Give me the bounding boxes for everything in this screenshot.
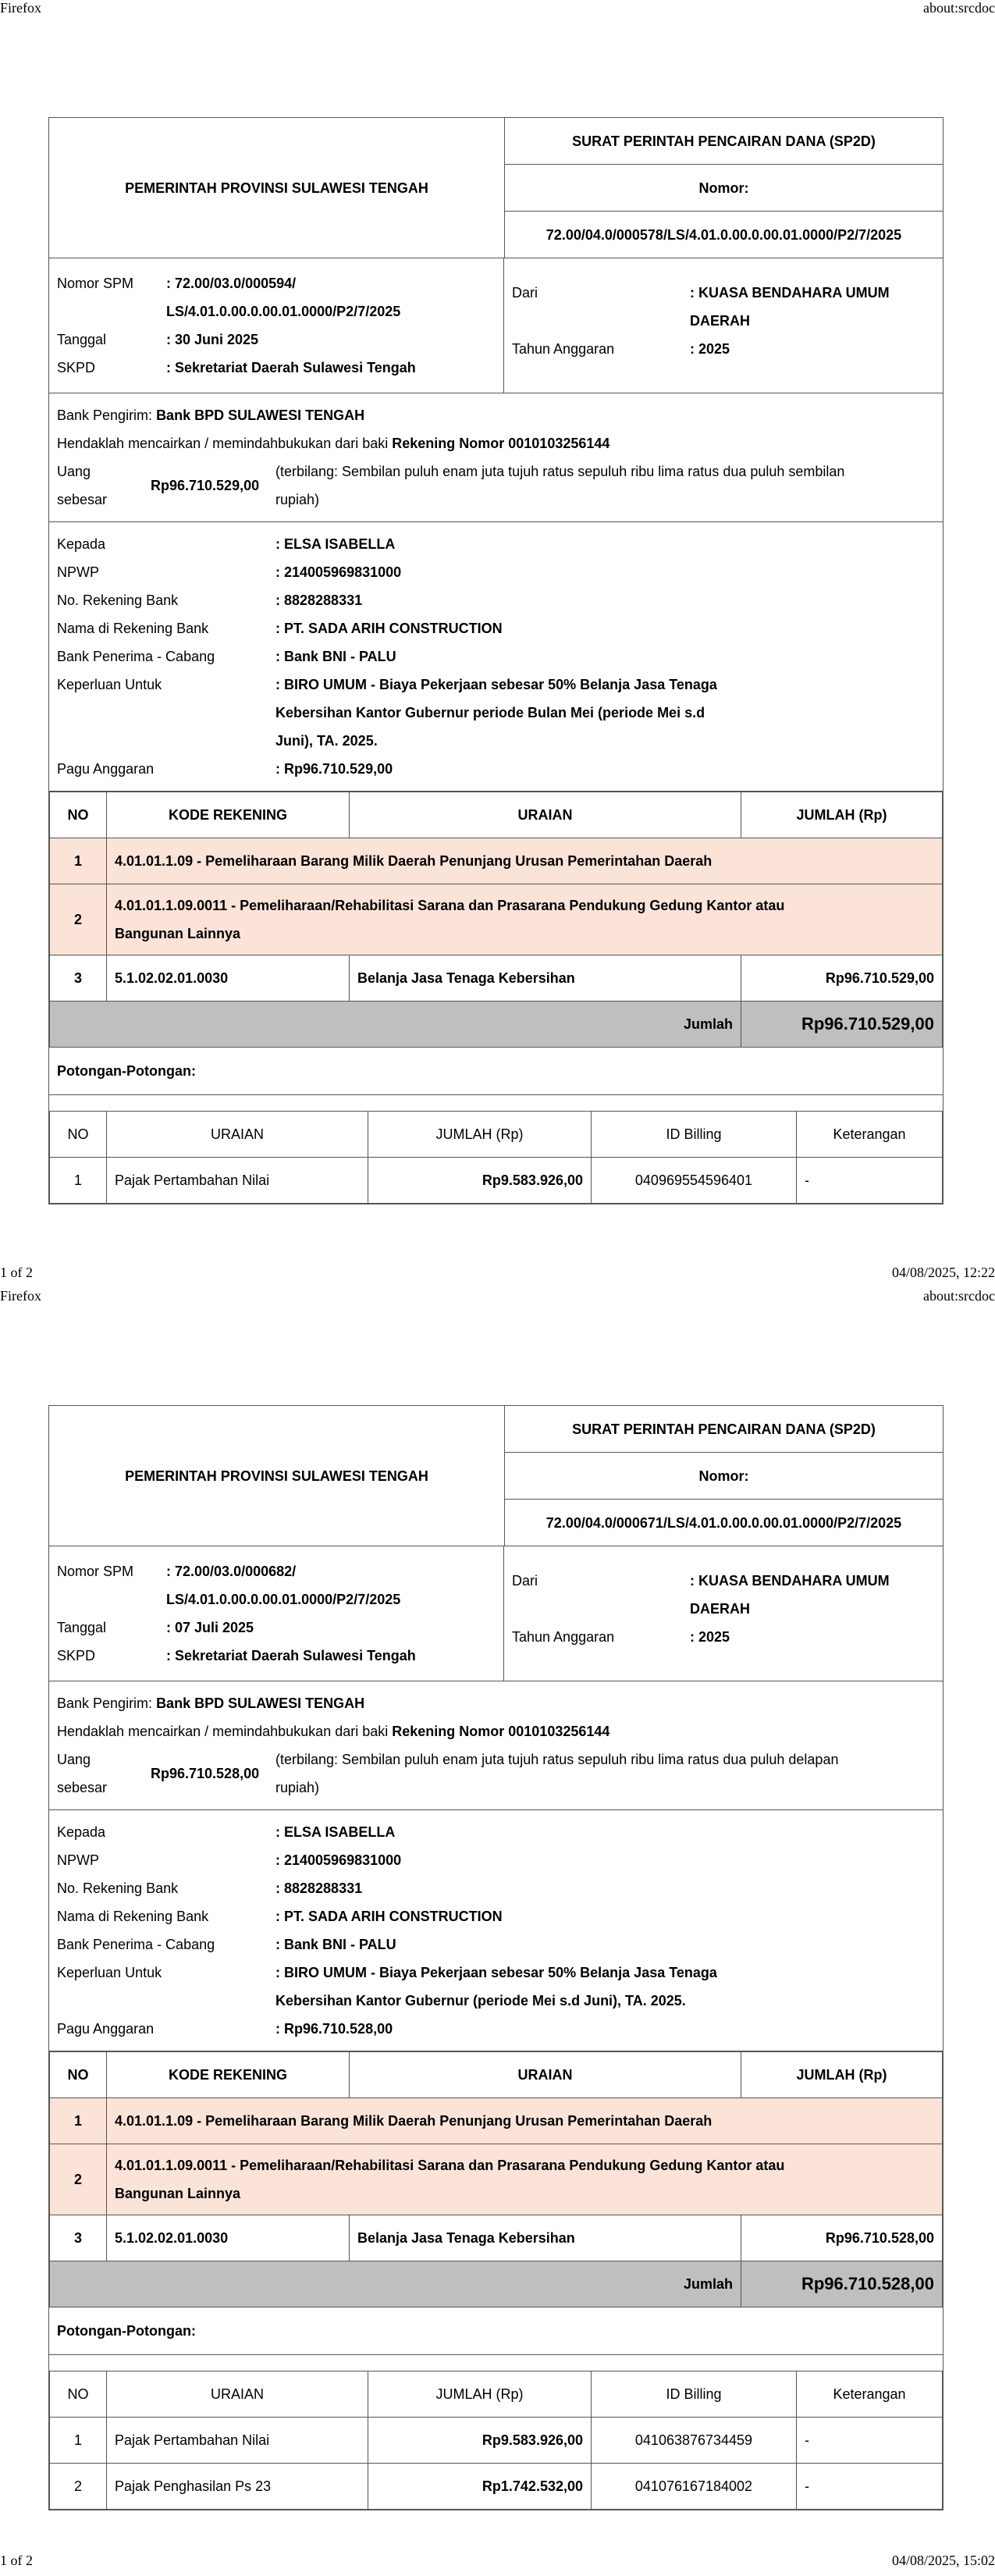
- nomor-label: Nomor:: [505, 1452, 943, 1499]
- potongan-jumlah: Rp9.583.926,00: [368, 1158, 592, 1204]
- keperluan-value: Juni), TA. 2025.: [275, 733, 378, 749]
- tanggal-label: Tanggal: [57, 332, 107, 347]
- potongan-billing: 041076167184002: [592, 2464, 797, 2510]
- nomor-spm-label: Nomor SPM: [57, 1564, 134, 1579]
- potongan-label: Potongan-Potongan:: [49, 1048, 943, 1095]
- skpd-label: SKPD: [57, 360, 96, 375]
- pot-col-uraian: URAIAN: [107, 2371, 368, 2418]
- kepada-key: Kepada: [57, 536, 106, 552]
- row-no: 3: [50, 2215, 107, 2261]
- nomor-spm-value: : 72.00/03.0/000682/: [166, 1564, 297, 1579]
- nomor-spm-value-cont: LS/4.01.0.00.0.00.01.0000/P2/7/2025: [166, 304, 401, 319]
- keperluan-label: Keperluan Untuk: [57, 1965, 162, 1980]
- dari-value-cont: DAERAH: [690, 1601, 751, 1617]
- row-kegiatan: 4.01.01.1.09 - Pemeliharaan Barang Milik Daerah Penunjang Urusan Pemerintahan Daerah: [107, 2098, 943, 2144]
- pot-col-no: NO: [50, 2371, 107, 2418]
- kepada-value: : 214005969831000: [275, 1852, 402, 1868]
- table-row: [50, 838, 943, 884]
- row-kode: 5.1.02.02.01.0030: [107, 2215, 350, 2261]
- pagu-label: Pagu Anggaran: [57, 761, 155, 777]
- pagu-value: : Rp96.710.528,00: [275, 2021, 393, 2037]
- tahun-label: Tahun Anggaran: [512, 341, 615, 357]
- pagu-label: Pagu Anggaran: [57, 2021, 155, 2037]
- potongan-table: [49, 2371, 943, 2510]
- kepada-row: [57, 642, 935, 671]
- uang-amount: Rp96.710.528,00: [151, 1766, 260, 1781]
- hendaklah-text: Hendaklah mencairkan / memindahbukukan dari baki: [57, 1724, 393, 1739]
- pot-col-keterangan: Keterangan: [797, 1112, 943, 1158]
- page-count: 1 of 2: [0, 2553, 33, 2568]
- uang-amount: Rp96.710.529,00: [151, 478, 260, 493]
- keperluan-value: Kebersihan Kantor Gubernur periode Bulan Mei (periode Mei s.d: [275, 705, 705, 720]
- potongan-row: [50, 2418, 943, 2464]
- col-kode: KODE REKENING: [107, 2052, 350, 2098]
- kepada-row: [57, 1874, 935, 1902]
- nomor-value: 72.00/04.0/000671/LS/4.01.0.00.0.00.01.0000/P2/7/2025: [505, 1499, 943, 1546]
- hendaklah-text: Hendaklah mencairkan / memindahbukukan dari baki: [57, 436, 393, 451]
- potongan-keterangan: -: [797, 1158, 943, 1204]
- kepada-key: Bank Penerima - Cabang: [57, 649, 215, 664]
- skpd-value: : Sekretariat Daerah Sulawesi Tengah: [166, 360, 416, 375]
- keperluan-line: [57, 727, 935, 755]
- sebesar-label: sebesar: [57, 1780, 108, 1795]
- col-jumlah: JUMLAH (Rp): [741, 792, 943, 838]
- kepada-value: : ELSA ISABELLA: [275, 536, 396, 552]
- potongan-billing: 040969554596401: [592, 1158, 797, 1204]
- table-row: [50, 2215, 943, 2261]
- potongan-no: 2: [50, 2464, 107, 2510]
- kepada-row: [57, 586, 935, 614]
- table-row: [50, 884, 943, 955]
- potongan-uraian: Pajak Pertambahan Nilai: [107, 1158, 368, 1204]
- row-subkegiatan-cont: Bangunan Lainnya: [115, 926, 241, 941]
- kepada-key: No. Rekening Bank: [57, 1880, 179, 1896]
- kepada-key: NPWP: [57, 564, 99, 580]
- terbilang-text: (terbilang: Sembilan puluh enam juta tujuh ratus sepuluh ribu lima ratus dua puluh sembilan: [275, 464, 845, 479]
- tanggal-value: : 07 Juli 2025: [166, 1620, 254, 1635]
- nomor-label: Nomor:: [505, 164, 943, 211]
- kepada-value: : PT. SADA ARIH CONSTRUCTION: [275, 621, 503, 636]
- table-row: [50, 955, 943, 1002]
- jumlah-total: Rp96.710.528,00: [741, 2261, 943, 2307]
- pot-col-billing: ID Billing: [592, 1112, 797, 1158]
- doc-title: SURAT PERINTAH PENCAIRAN DANA (SP2D): [572, 1421, 876, 1437]
- page-url: about:srcdoc: [923, 0, 995, 16]
- page-url: about:srcdoc: [923, 1288, 995, 1304]
- uang-label: Uang: [57, 1752, 91, 1767]
- potongan-table: [49, 1111, 943, 1204]
- penerima-section: [49, 1810, 943, 2051]
- keperluan-value: : BIRO UMUM - Biaya Pekerjaan sebesar 50% Belanja Jasa Tenaga: [275, 677, 717, 692]
- skpd-value: : Sekretariat Daerah Sulawesi Tengah: [166, 1648, 416, 1663]
- col-no: NO: [50, 2052, 107, 2098]
- dari-value: : KUASA BENDAHARA UMUM: [690, 285, 890, 301]
- kepada-row: [57, 1818, 935, 1846]
- potongan-billing: 041063876734459: [592, 2418, 797, 2464]
- potongan-label: Potongan-Potongan:: [49, 2307, 943, 2355]
- potongan-header-row: [50, 1112, 943, 1158]
- jumlah-total: Rp96.710.529,00: [741, 1002, 943, 1048]
- keperluan-value: Kebersihan Kantor Gubernur (periode Mei s.d Juni), TA. 2025.: [275, 1993, 686, 2008]
- row-jumlah: Rp96.710.529,00: [741, 955, 943, 1002]
- potongan-jumlah: Rp1.742.532,00: [368, 2464, 592, 2510]
- penerima-section: [49, 522, 943, 792]
- pot-col-uraian: URAIAN: [107, 1112, 368, 1158]
- kepada-key: Nama di Rekening Bank: [57, 621, 209, 636]
- dari-value: : KUASA BENDAHARA UMUM: [690, 1573, 890, 1589]
- row-kegiatan: 4.01.01.1.09 - Pemeliharaan Barang Milik Daerah Penunjang Urusan Pemerintahan Daerah: [107, 838, 943, 884]
- potongan-jumlah: Rp9.583.926,00: [368, 2418, 592, 2464]
- potongan-header-row: [50, 2371, 943, 2418]
- doc-title: SURAT PERINTAH PENCAIRAN DANA (SP2D): [572, 133, 876, 149]
- rekening-nomor: Rekening Nomor 0010103256144: [392, 1724, 610, 1739]
- jumlah-row: [50, 1002, 943, 1048]
- spacer: [57, 1585, 166, 1614]
- nomor-value: 72.00/04.0/000578/LS/4.01.0.00.0.00.01.0000/P2/7/2025: [505, 211, 943, 258]
- row-no: 3: [50, 955, 107, 1002]
- col-uraian: URAIAN: [350, 2052, 741, 2098]
- skpd-label: SKPD: [57, 1648, 96, 1663]
- kepada-row: [57, 614, 935, 642]
- bank-pengirim-value: Bank BPD SULAWESI TENGAH: [156, 407, 365, 423]
- col-uraian: URAIAN: [350, 792, 741, 838]
- sp2d-document: [48, 1405, 943, 2510]
- pot-col-keterangan: Keterangan: [797, 2371, 943, 2418]
- kepada-row: [57, 530, 935, 558]
- kepada-value: : 214005969831000: [275, 564, 402, 580]
- spacer: [57, 727, 275, 755]
- row-uraian: Belanja Jasa Tenaga Kebersihan: [350, 2215, 741, 2261]
- spm-section: [49, 258, 943, 393]
- pagu-value: : Rp96.710.529,00: [275, 761, 393, 777]
- potongan-uraian: Pajak Penghasilan Ps 23: [107, 2464, 368, 2510]
- nomor-spm-label: Nomor SPM: [57, 276, 134, 291]
- bank-section: [49, 393, 943, 522]
- sp2d-document: [48, 117, 943, 1204]
- kepada-key: No. Rekening Bank: [57, 592, 179, 608]
- page-count: 1 of 2: [0, 1265, 33, 1280]
- print-timestamp: 04/08/2025, 15:02: [891, 2553, 995, 2568]
- row-subkegiatan-cont: Bangunan Lainnya: [115, 2186, 241, 2201]
- kepada-key: Nama di Rekening Bank: [57, 1909, 209, 1924]
- bank-pengirim-label: Bank Pengirim:: [57, 1695, 157, 1711]
- row-no: 1: [50, 2098, 107, 2144]
- potongan-keterangan: -: [797, 2464, 943, 2510]
- row-no: 2: [50, 884, 107, 955]
- rekening-nomor: Rekening Nomor 0010103256144: [392, 436, 610, 451]
- kepada-key: Kepada: [57, 1824, 106, 1840]
- rekening-table: [49, 792, 943, 1048]
- row-jumlah: Rp96.710.528,00: [741, 2215, 943, 2261]
- dari-label: Dari: [512, 1573, 538, 1589]
- potongan-row: [50, 2464, 943, 2510]
- potongan-uraian: Pajak Pertambahan Nilai: [107, 2418, 368, 2464]
- kepada-key: Bank Penerima - Cabang: [57, 1937, 215, 1952]
- terbilang-text-cont: rupiah): [275, 1780, 320, 1795]
- terbilang-text-cont: rupiah): [275, 492, 320, 507]
- kepada-value: : Bank BNI - PALU: [275, 1937, 396, 1952]
- uang-label: Uang: [57, 464, 91, 479]
- kepada-value: : PT. SADA ARIH CONSTRUCTION: [275, 1909, 503, 1924]
- kepada-value: : Bank BNI - PALU: [275, 649, 396, 664]
- kepada-value: : ELSA ISABELLA: [275, 1824, 396, 1840]
- keperluan-line: [57, 1959, 935, 1987]
- kepada-row: [57, 558, 935, 586]
- row-kode: 5.1.02.02.01.0030: [107, 955, 350, 1002]
- spm-section: [49, 1546, 943, 1681]
- tahun-value: : 2025: [690, 1629, 730, 1645]
- spacer: [57, 699, 275, 727]
- dari-label: Dari: [512, 285, 538, 301]
- col-no: NO: [50, 792, 107, 838]
- table-row: [50, 2098, 943, 2144]
- table-header-row: [50, 2052, 943, 2098]
- keperluan-line: [57, 699, 935, 727]
- col-kode: KODE REKENING: [107, 792, 350, 838]
- row-subkegiatan: 4.01.01.1.09.0011 - Pemeliharaan/Rehabilitasi Sarana dan Prasarana Pendukung Gedung Kantor atau: [115, 2158, 785, 2173]
- table-row: [50, 2144, 943, 2215]
- keperluan-value: : BIRO UMUM - Biaya Pekerjaan sebesar 50% Belanja Jasa Tenaga: [275, 1965, 717, 1980]
- row-no: 1: [50, 838, 107, 884]
- jumlah-row: [50, 2261, 943, 2307]
- print-timestamp: 04/08/2025, 12:22: [891, 1265, 995, 1280]
- row-subkegiatan: 4.01.01.1.09.0011 - Pemeliharaan/Rehabilitasi Sarana dan Prasarana Pendukung Gedung Kantor atau: [115, 898, 785, 913]
- pot-col-no: NO: [50, 1112, 107, 1158]
- kepada-row: [57, 1930, 935, 1959]
- browser-name: Firefox: [0, 0, 41, 16]
- print-page: [0, 1288, 995, 2576]
- terbilang-text: (terbilang: Sembilan puluh enam juta tujuh ratus sepuluh ribu lima ratus dua puluh delapan: [275, 1752, 839, 1767]
- bank-section: [49, 1681, 943, 1810]
- org-name: PEMERINTAH PROVINSI SULAWESI TENGAH: [49, 1406, 505, 1546]
- keperluan-line: [57, 1987, 935, 2015]
- pot-col-billing: ID Billing: [592, 2371, 797, 2418]
- browser-name: Firefox: [0, 1288, 41, 1304]
- jumlah-label: Jumlah: [50, 1002, 741, 1048]
- row-uraian: Belanja Jasa Tenaga Kebersihan: [350, 955, 741, 1002]
- tahun-label: Tahun Anggaran: [512, 1629, 615, 1645]
- kepada-key: NPWP: [57, 1852, 99, 1868]
- spacer: [512, 1595, 690, 1623]
- pot-col-jumlah: JUMLAH (Rp): [368, 2371, 592, 2418]
- kepada-row: [57, 1902, 935, 1930]
- dari-value-cont: DAERAH: [690, 313, 751, 329]
- col-jumlah: JUMLAH (Rp): [741, 2052, 943, 2098]
- keperluan-label: Keperluan Untuk: [57, 677, 162, 692]
- doc-header: [49, 118, 943, 258]
- nomor-spm-value: : 72.00/03.0/000594/: [166, 276, 297, 291]
- potongan-keterangan: -: [797, 2418, 943, 2464]
- keperluan-line: [57, 671, 935, 699]
- jumlah-label: Jumlah: [50, 2261, 741, 2307]
- rekening-table: [49, 2051, 943, 2307]
- potongan-no: 1: [50, 1158, 107, 1204]
- potongan-row: [50, 1158, 943, 1204]
- tanggal-value: : 30 Juni 2025: [166, 332, 259, 347]
- kepada-value: : 8828288331: [275, 592, 363, 608]
- bank-pengirim-label: Bank Pengirim:: [57, 407, 157, 423]
- org-name: PEMERINTAH PROVINSI SULAWESI TENGAH: [49, 118, 505, 258]
- spacer: [57, 297, 166, 326]
- kepada-value: : 8828288331: [275, 1880, 363, 1896]
- pot-col-jumlah: JUMLAH (Rp): [368, 1112, 592, 1158]
- sebesar-label: sebesar: [57, 492, 108, 507]
- potongan-no: 1: [50, 2418, 107, 2464]
- spacer: [512, 307, 690, 335]
- bank-pengirim-value: Bank BPD SULAWESI TENGAH: [156, 1695, 365, 1711]
- tahun-value: : 2025: [690, 341, 730, 357]
- kepada-row: [57, 1846, 935, 1874]
- table-header-row: [50, 792, 943, 838]
- doc-header: [49, 1406, 943, 1546]
- nomor-spm-value-cont: LS/4.01.0.00.0.00.01.0000/P2/7/2025: [166, 1592, 401, 1607]
- spacer: [57, 1987, 275, 2015]
- tanggal-label: Tanggal: [57, 1620, 107, 1635]
- row-no: 2: [50, 2144, 107, 2215]
